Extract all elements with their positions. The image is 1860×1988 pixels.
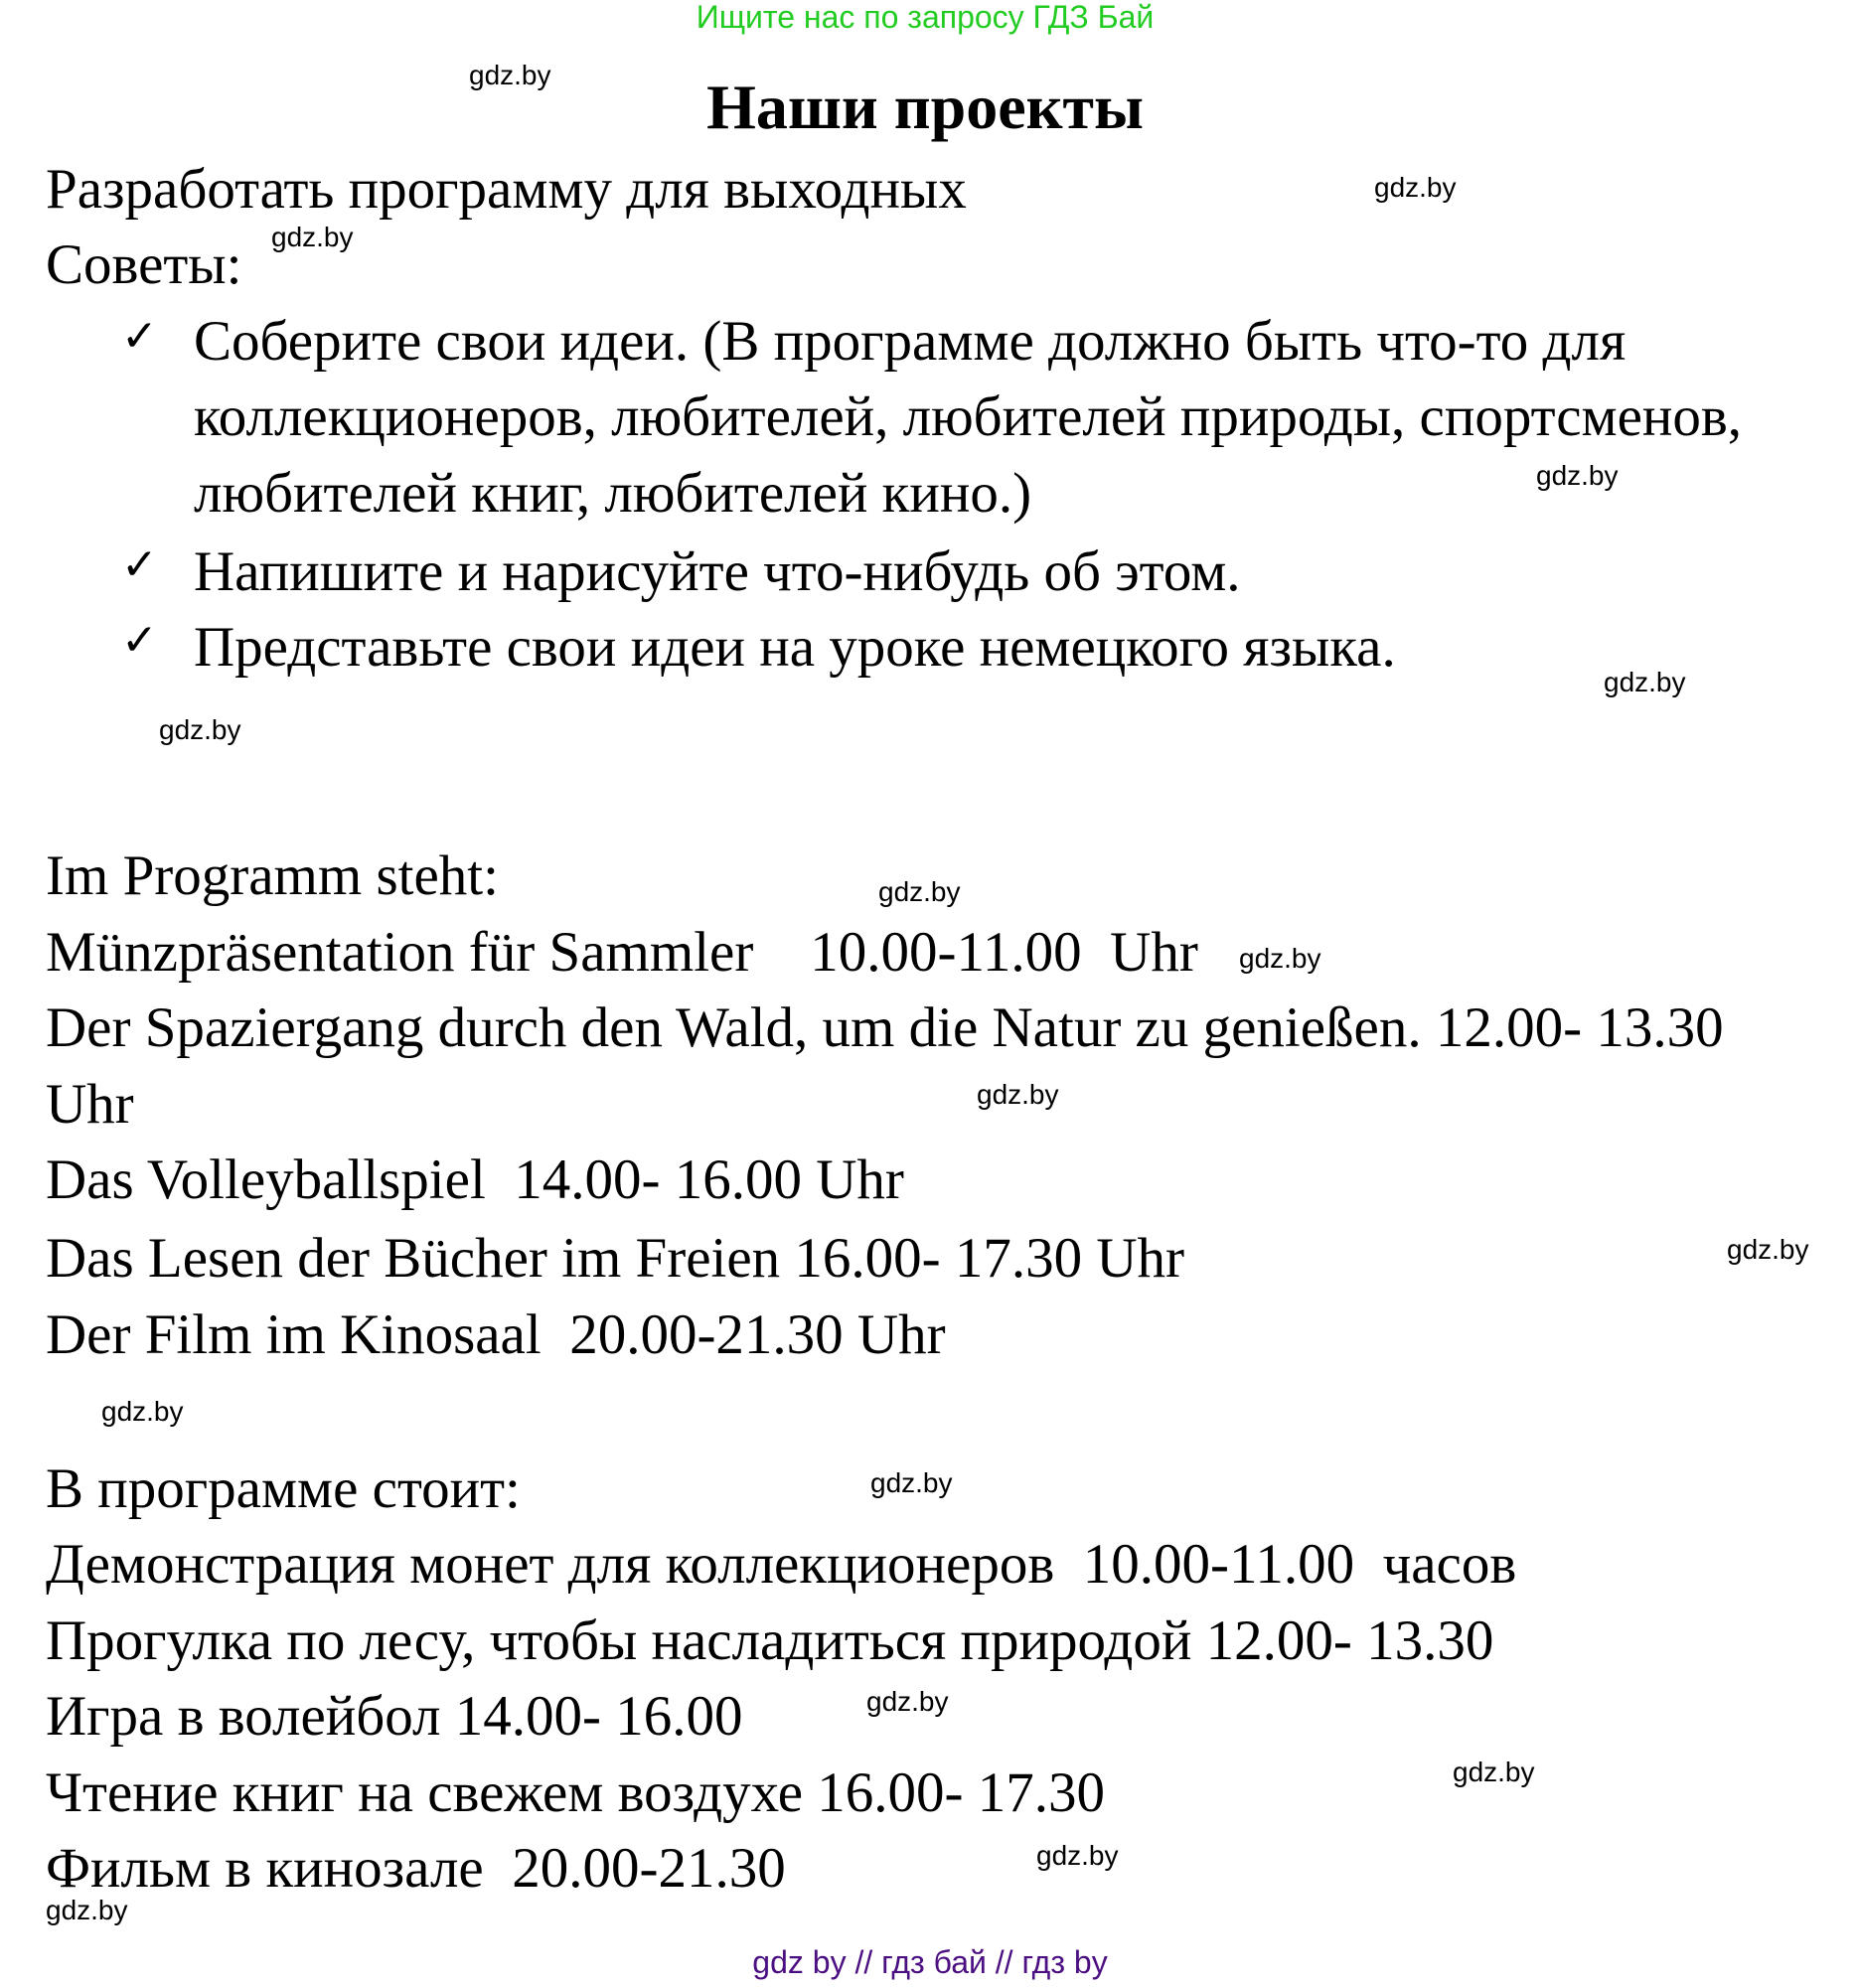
tip-line: Соберите свои идеи. (В программе должно быть что-то для xyxy=(194,310,1627,373)
german-line: Der Film im Kinosaal 20.00-21.30 Uhr xyxy=(46,1303,946,1366)
russian-heading: В программе стоит: xyxy=(46,1457,521,1520)
german-line: Das Lesen der Bücher im Freien 16.00- 17.30 Uhr xyxy=(46,1227,1185,1290)
check-icon: ✓ xyxy=(121,539,158,590)
footer-links: gdz by // гдз бай // гдз by xyxy=(752,1944,1108,1980)
tips-label: Советы: xyxy=(46,233,242,296)
search-banner: Ищите нас по запросу ГДЗ Бай xyxy=(696,0,1155,35)
watermark: gdz.by xyxy=(46,1895,128,1925)
watermark: gdz.by xyxy=(1604,667,1686,697)
watermark: gdz.by xyxy=(469,60,551,90)
russian-line: Демонстрация монет для коллекционеров 10.00-11.00 часов xyxy=(46,1533,1517,1596)
watermark: gdz.by xyxy=(1374,172,1457,203)
page-title: Наши проекты xyxy=(706,72,1144,142)
german-line: Uhr xyxy=(46,1073,134,1136)
russian-line: Прогулка по лесу, чтобы насладиться природой 12.00- 13.30 xyxy=(46,1609,1494,1672)
watermark: gdz.by xyxy=(1036,1840,1119,1871)
watermark: gdz.by xyxy=(1239,943,1321,974)
watermark: gdz.by xyxy=(1536,460,1619,491)
german-heading: Im Programm steht: xyxy=(46,844,499,907)
task-text: Разработать программу для выходных xyxy=(46,158,967,221)
watermark: gdz.by xyxy=(159,714,241,745)
check-icon: ✓ xyxy=(121,311,158,362)
tip-line: коллекционеров, любителей, любителей природы, спортсменов, xyxy=(194,385,1743,448)
watermark: gdz.by xyxy=(870,1467,953,1498)
german-line: Das Volleyballspiel 14.00- 16.00 Uhr xyxy=(46,1148,904,1211)
tip-line: Представьте свои идеи на уроке немецкого языка. xyxy=(194,616,1396,679)
tip-line: любителей книг, любителей кино.) xyxy=(194,462,1032,525)
russian-line: Чтение книг на свежем воздухе 16.00- 17.30 xyxy=(46,1761,1105,1824)
watermark: gdz.by xyxy=(1727,1234,1809,1265)
german-line: Münzpräsentation für Sammler 10.00-11.00 Uhr xyxy=(46,921,1198,984)
watermark: gdz.by xyxy=(271,222,354,252)
watermark: gdz.by xyxy=(1453,1757,1535,1787)
watermark: gdz.by xyxy=(101,1396,184,1427)
watermark: gdz.by xyxy=(866,1686,949,1717)
russian-line: Фильм в кинозале 20.00-21.30 xyxy=(46,1837,786,1900)
watermark: gdz.by xyxy=(878,876,961,907)
russian-line: Игра в волейбол 14.00- 16.00 xyxy=(46,1685,743,1748)
check-icon: ✓ xyxy=(121,615,158,666)
watermark: gdz.by xyxy=(977,1079,1059,1110)
german-line: Der Spaziergang durch den Wald, um die Natur zu genießen. 12.00- 13.30 xyxy=(46,996,1724,1059)
tip-line: Напишите и нарисуйте что-нибудь об этом. xyxy=(194,540,1241,603)
